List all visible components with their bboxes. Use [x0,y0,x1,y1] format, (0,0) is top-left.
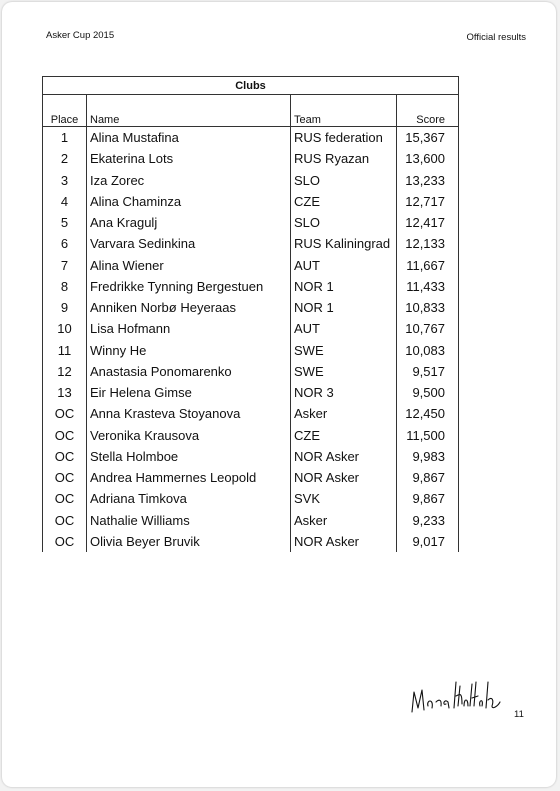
team-cell: SVK [291,488,397,509]
name-cell: Nathalie Williams [87,510,291,531]
name-cell: Alina Mustafina [87,127,291,149]
score-cell: 9,017 [397,531,459,552]
name-cell: Varvara Sedinkina [87,233,291,254]
column-header-place: Place [43,110,87,127]
team-cell: NOR Asker [291,467,397,488]
table-row [43,488,459,509]
score-cell: 9,500 [397,382,459,403]
place-cell: OC [43,531,87,552]
score-cell: 15,367 [397,127,459,149]
table-row [43,446,459,467]
name-cell: Stella Holmboe [87,446,291,467]
team-cell: RUS federation [291,127,397,149]
name-cell: Alina Wiener [87,255,291,276]
table-row [43,425,459,446]
score-cell: 10,833 [397,297,459,318]
header-spacer-row [43,95,459,111]
name-cell: Eir Helena Gimse [87,382,291,403]
team-cell: SLO [291,170,397,191]
team-cell: CZE [291,191,397,212]
place-cell: OC [43,403,87,424]
place-cell: 10 [43,318,87,339]
column-header-score: Score [397,110,459,127]
team-cell: Asker [291,403,397,424]
name-cell: Anastasia Ponomarenko [87,361,291,382]
place-cell: 9 [43,297,87,318]
score-cell: 12,417 [397,212,459,233]
team-cell: AUT [291,255,397,276]
table-row [43,276,459,297]
name-cell: Ana Kragulj [87,212,291,233]
place-cell: 3 [43,170,87,191]
place-cell: 2 [43,148,87,169]
name-cell: Anniken Norbø Heyeraas [87,297,291,318]
table-row [43,318,459,339]
score-cell: 9,867 [397,467,459,488]
place-cell: OC [43,510,87,531]
score-cell: 9,983 [397,446,459,467]
name-cell: Olivia Beyer Bruvik [87,531,291,552]
table-row [43,170,459,191]
table-row [43,255,459,276]
place-cell: 5 [43,212,87,233]
table-row [43,148,459,169]
results-rows [43,127,459,553]
score-cell: 9,867 [397,488,459,509]
score-cell: 12,450 [397,403,459,424]
table-row [43,127,459,149]
name-cell: Adriana Timkova [87,488,291,509]
team-cell: SWE [291,340,397,361]
team-cell: NOR 3 [291,382,397,403]
table-row [43,233,459,254]
column-header-team: Team [291,110,397,127]
place-cell: OC [43,425,87,446]
document-status: Official results [466,32,526,43]
place-cell: 8 [43,276,87,297]
table-row [43,297,459,318]
score-cell: 11,667 [397,255,459,276]
place-cell: 7 [43,255,87,276]
place-cell: 1 [43,127,87,149]
table-row [43,212,459,233]
place-cell: 11 [43,340,87,361]
table-row [43,382,459,403]
name-cell: Ekaterina Lots [87,148,291,169]
score-cell: 13,600 [397,148,459,169]
place-cell: 6 [43,233,87,254]
score-cell: 13,233 [397,170,459,191]
table-row [43,510,459,531]
name-cell: Lisa Hofmann [87,318,291,339]
team-cell: RUS Kaliningrad [291,233,397,254]
place-cell: 4 [43,191,87,212]
page-number: 11 [514,709,524,720]
team-cell: Asker [291,510,397,531]
table-title-row [43,77,459,95]
table-row [43,340,459,361]
team-cell: NOR Asker [291,531,397,552]
table-row [43,403,459,424]
place-cell: OC [43,488,87,509]
name-cell: Fredrikke Tynning Bergestuen [87,276,291,297]
team-cell: NOR 1 [291,297,397,318]
handwritten-signature-icon [408,676,504,718]
name-cell: Veronika Krausova [87,425,291,446]
team-cell: RUS Ryazan [291,148,397,169]
column-header-name: Name [87,110,291,127]
column-header-row [43,110,459,127]
name-cell: Anna Krasteva Stoyanova [87,403,291,424]
team-cell: CZE [291,425,397,446]
event-title: Asker Cup 2015 [46,30,115,41]
table-row [43,467,459,488]
score-cell: 9,517 [397,361,459,382]
team-cell: SLO [291,212,397,233]
place-cell: 13 [43,382,87,403]
score-cell: 12,717 [397,191,459,212]
score-cell: 9,233 [397,510,459,531]
table-row [43,191,459,212]
score-cell: 10,083 [397,340,459,361]
team-cell: NOR Asker [291,446,397,467]
score-cell: 11,433 [397,276,459,297]
place-cell: 12 [43,361,87,382]
place-cell: OC [43,446,87,467]
team-cell: NOR 1 [291,276,397,297]
results-table [42,76,459,552]
score-cell: 10,767 [397,318,459,339]
score-cell: 12,133 [397,233,459,254]
team-cell: SWE [291,361,397,382]
name-cell: Alina Chaminza [87,191,291,212]
table-row [43,361,459,382]
table-title: Clubs [43,77,459,95]
place-cell: OC [43,467,87,488]
score-cell: 11,500 [397,425,459,446]
name-cell: Winny He [87,340,291,361]
name-cell: Andrea Hammernes Leopold [87,467,291,488]
table-row [43,531,459,552]
name-cell: Iza Zorec [87,170,291,191]
team-cell: AUT [291,318,397,339]
